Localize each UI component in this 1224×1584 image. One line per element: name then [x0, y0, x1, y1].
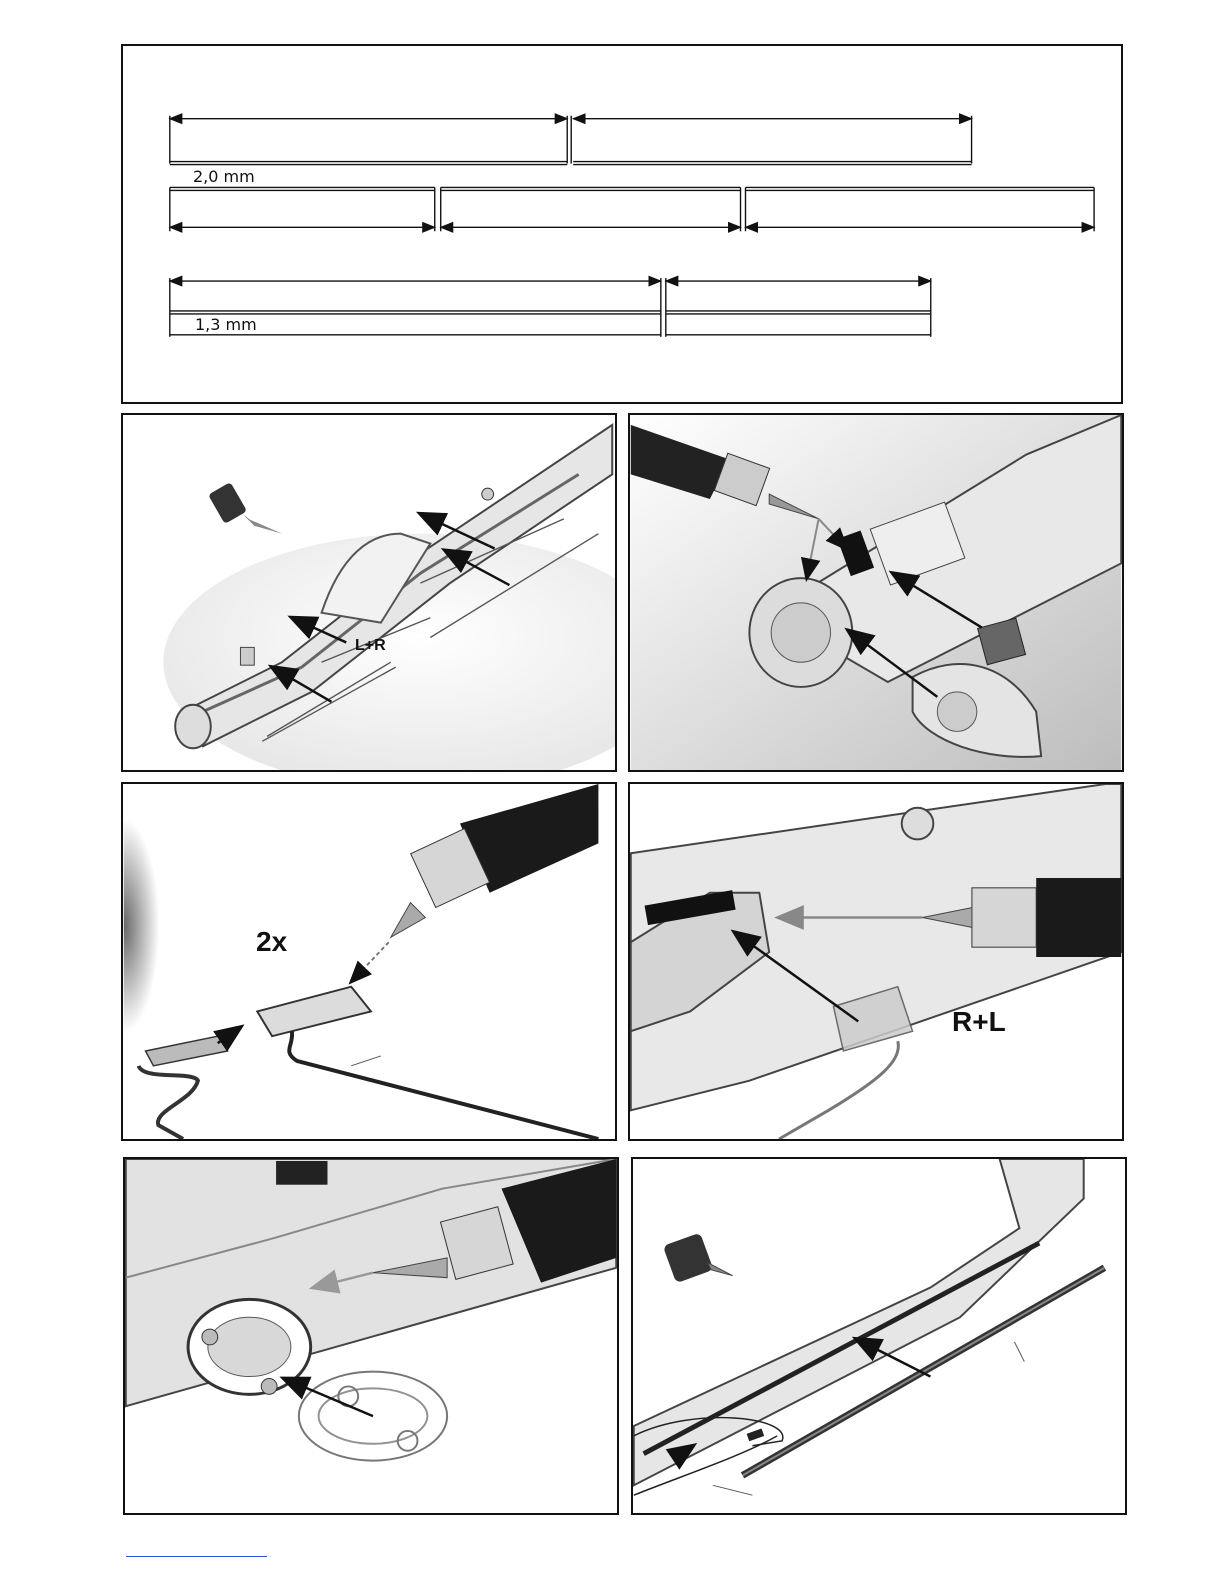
oval-ring-illustration — [125, 1159, 617, 1513]
assembly-step-panel-5 — [123, 1157, 619, 1515]
assembly-step-panel-1 — [121, 413, 617, 772]
strip-template-panel — [121, 44, 1123, 404]
carbon-rod-illustration — [633, 1159, 1125, 1513]
assembly-step-panel-2 — [628, 413, 1124, 772]
strip-template-drawing — [123, 46, 1121, 404]
footer-link-underline — [126, 1556, 267, 1557]
clip-glue-illustration — [123, 784, 615, 1139]
nose-cap-glue-illustration — [630, 415, 1122, 770]
right-left-callout: R+L — [952, 1006, 1006, 1037]
left-right-callout: L+R — [355, 637, 386, 654]
assembly-step-panel-3 — [121, 782, 617, 1141]
strip-thickness-1-3mm-label: 1,3 mm — [195, 315, 257, 334]
quantity-2x-callout: 2x — [256, 926, 288, 957]
fuselage-strips-illustration — [123, 415, 615, 770]
assembly-step-panel-4 — [628, 782, 1124, 1141]
wire-holder-illustration — [630, 784, 1122, 1139]
assembly-step-panel-6 — [631, 1157, 1127, 1515]
strip-thickness-2mm-label: 2,0 mm — [193, 167, 255, 186]
